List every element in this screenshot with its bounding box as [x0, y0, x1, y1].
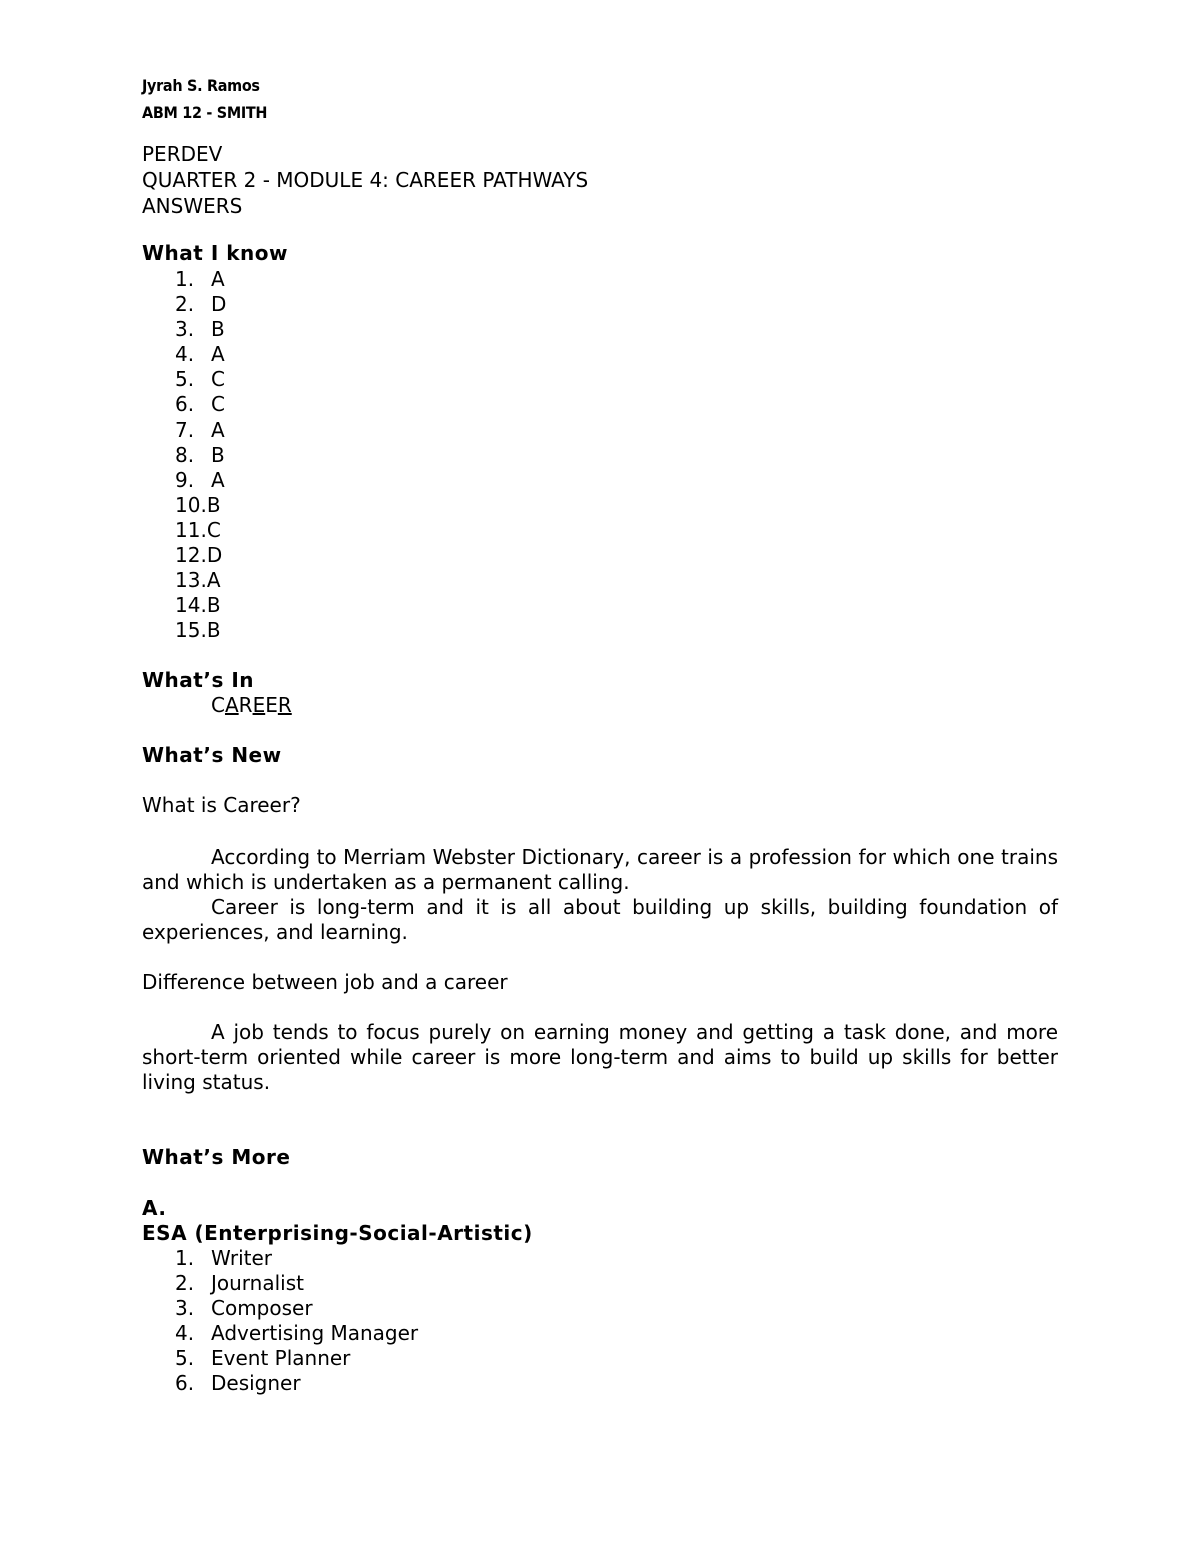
- answer-number: 7.: [175, 417, 195, 442]
- career-item-number: 1.: [175, 1246, 195, 1270]
- answer-item: [175, 392, 226, 417]
- answer-item: [175, 367, 226, 392]
- career-item-text: Composer: [211, 1296, 313, 1321]
- career-list-item: [175, 1296, 418, 1321]
- answer-item: [175, 317, 226, 342]
- career-letter: C: [211, 693, 225, 717]
- answer-letter: C: [211, 392, 225, 417]
- answer-number: 8.: [175, 442, 195, 467]
- answer-item: [175, 518, 226, 543]
- career-letter: A: [224, 693, 239, 717]
- answer-number: 14.: [175, 593, 207, 618]
- answer-item: [175, 568, 226, 593]
- answer-letter: C: [211, 367, 225, 392]
- answer-letter: B: [206, 618, 221, 643]
- career-item-number: 5.: [175, 1346, 195, 1371]
- whats-more-list: [175, 1246, 418, 1397]
- career-word: [211, 693, 292, 717]
- career-letter: R: [277, 693, 292, 717]
- career-item-text: Writer: [211, 1246, 273, 1270]
- career-item-number: 3.: [175, 1296, 195, 1321]
- answer-item: [175, 443, 226, 468]
- answer-number: 13.: [175, 568, 207, 593]
- answer-number: 2.: [175, 292, 195, 317]
- difference-paragraph: A job tends to focus purely on earning money and getting a task done, and more short-term oriented while career is more long-term and aims to build up skills for better living status.: [142, 1020, 1058, 1094]
- whats-more-heading: What’s More: [142, 1145, 291, 1169]
- career-item-number: 4.: [175, 1321, 195, 1346]
- answer-number: 10.: [175, 492, 207, 517]
- career-long-term-paragraph: Career is long-term and it is all about building up skills, building foundation of experiences, and learning.: [142, 895, 1058, 944]
- answer-letter: A: [211, 267, 225, 291]
- answer-letter: A: [211, 467, 225, 492]
- answer-letter: A: [206, 568, 221, 593]
- answer-letter: D: [211, 292, 227, 317]
- answer-number: 9.: [175, 467, 195, 492]
- career-list-item: [175, 1371, 418, 1396]
- class-section: ABM 12 - SMITH: [142, 103, 268, 122]
- answer-item: [175, 342, 226, 367]
- answer-letter: B: [206, 492, 221, 517]
- answer-item: [175, 468, 226, 493]
- career-item-text: Event Planner: [211, 1346, 351, 1371]
- answer-item: [175, 543, 226, 568]
- career-item-text: Journalist: [211, 1271, 304, 1296]
- answer-item: [175, 267, 226, 292]
- what-i-know-heading: What I know: [142, 241, 288, 265]
- whats-in-heading: What’s In: [142, 668, 254, 692]
- difference-heading: Difference between job and a career: [142, 970, 508, 994]
- career-list-item: [175, 1321, 418, 1346]
- career-letter: E: [265, 693, 278, 717]
- career-list-item: [175, 1271, 418, 1296]
- career-list-item: [175, 1246, 418, 1271]
- career-question: What is Career?: [142, 793, 301, 817]
- answer-letter: B: [211, 442, 225, 467]
- answer-item: [175, 493, 226, 518]
- answer-item: [175, 292, 226, 317]
- answer-number: 15.: [175, 618, 207, 643]
- esa-category: ESA (Enterprising-Social-Artistic): [142, 1221, 533, 1245]
- answer-item: [175, 418, 226, 443]
- subject-title: PERDEV: [142, 142, 223, 166]
- answer-number: 3.: [175, 317, 195, 342]
- career-letter: R: [238, 693, 253, 717]
- answer-number: 1.: [175, 267, 195, 291]
- what-i-know-list: [175, 267, 226, 643]
- title-block: [142, 141, 1058, 219]
- answer-number: 12.: [175, 543, 207, 568]
- career-item-text: Advertising Manager: [211, 1321, 419, 1346]
- answer-letter: D: [206, 543, 223, 568]
- answer-letter: C: [206, 517, 221, 542]
- answer-letter: A: [211, 342, 225, 367]
- career-item-text: Designer: [211, 1371, 301, 1396]
- answer-number: 11.: [175, 517, 207, 542]
- answer-letter: A: [211, 417, 225, 442]
- answer-item: [175, 618, 226, 643]
- answer-item: [175, 593, 226, 618]
- career-item-number: 6.: [175, 1371, 195, 1396]
- answers-title: ANSWERS: [142, 194, 243, 218]
- module-title: QUARTER 2 - MODULE 4: CAREER PATHWAYS: [142, 168, 589, 192]
- answer-number: 4.: [175, 342, 195, 367]
- career-item-number: 2.: [175, 1271, 195, 1296]
- whats-new-heading: What’s New: [142, 743, 282, 767]
- answer-number: 6.: [175, 392, 195, 417]
- answer-number: 5.: [175, 367, 195, 392]
- student-name: Jyrah S. Ramos: [142, 76, 260, 95]
- answer-letter: B: [211, 317, 225, 342]
- career-definition-paragraph: According to Merriam Webster Dictionary, career is a profession for which one trains and which is undertaken as a permanent calling.: [142, 845, 1058, 894]
- answer-letter: B: [206, 593, 221, 618]
- career-list-item: [175, 1346, 418, 1371]
- career-letter: E: [252, 693, 266, 717]
- part-a-label: A.: [142, 1196, 167, 1220]
